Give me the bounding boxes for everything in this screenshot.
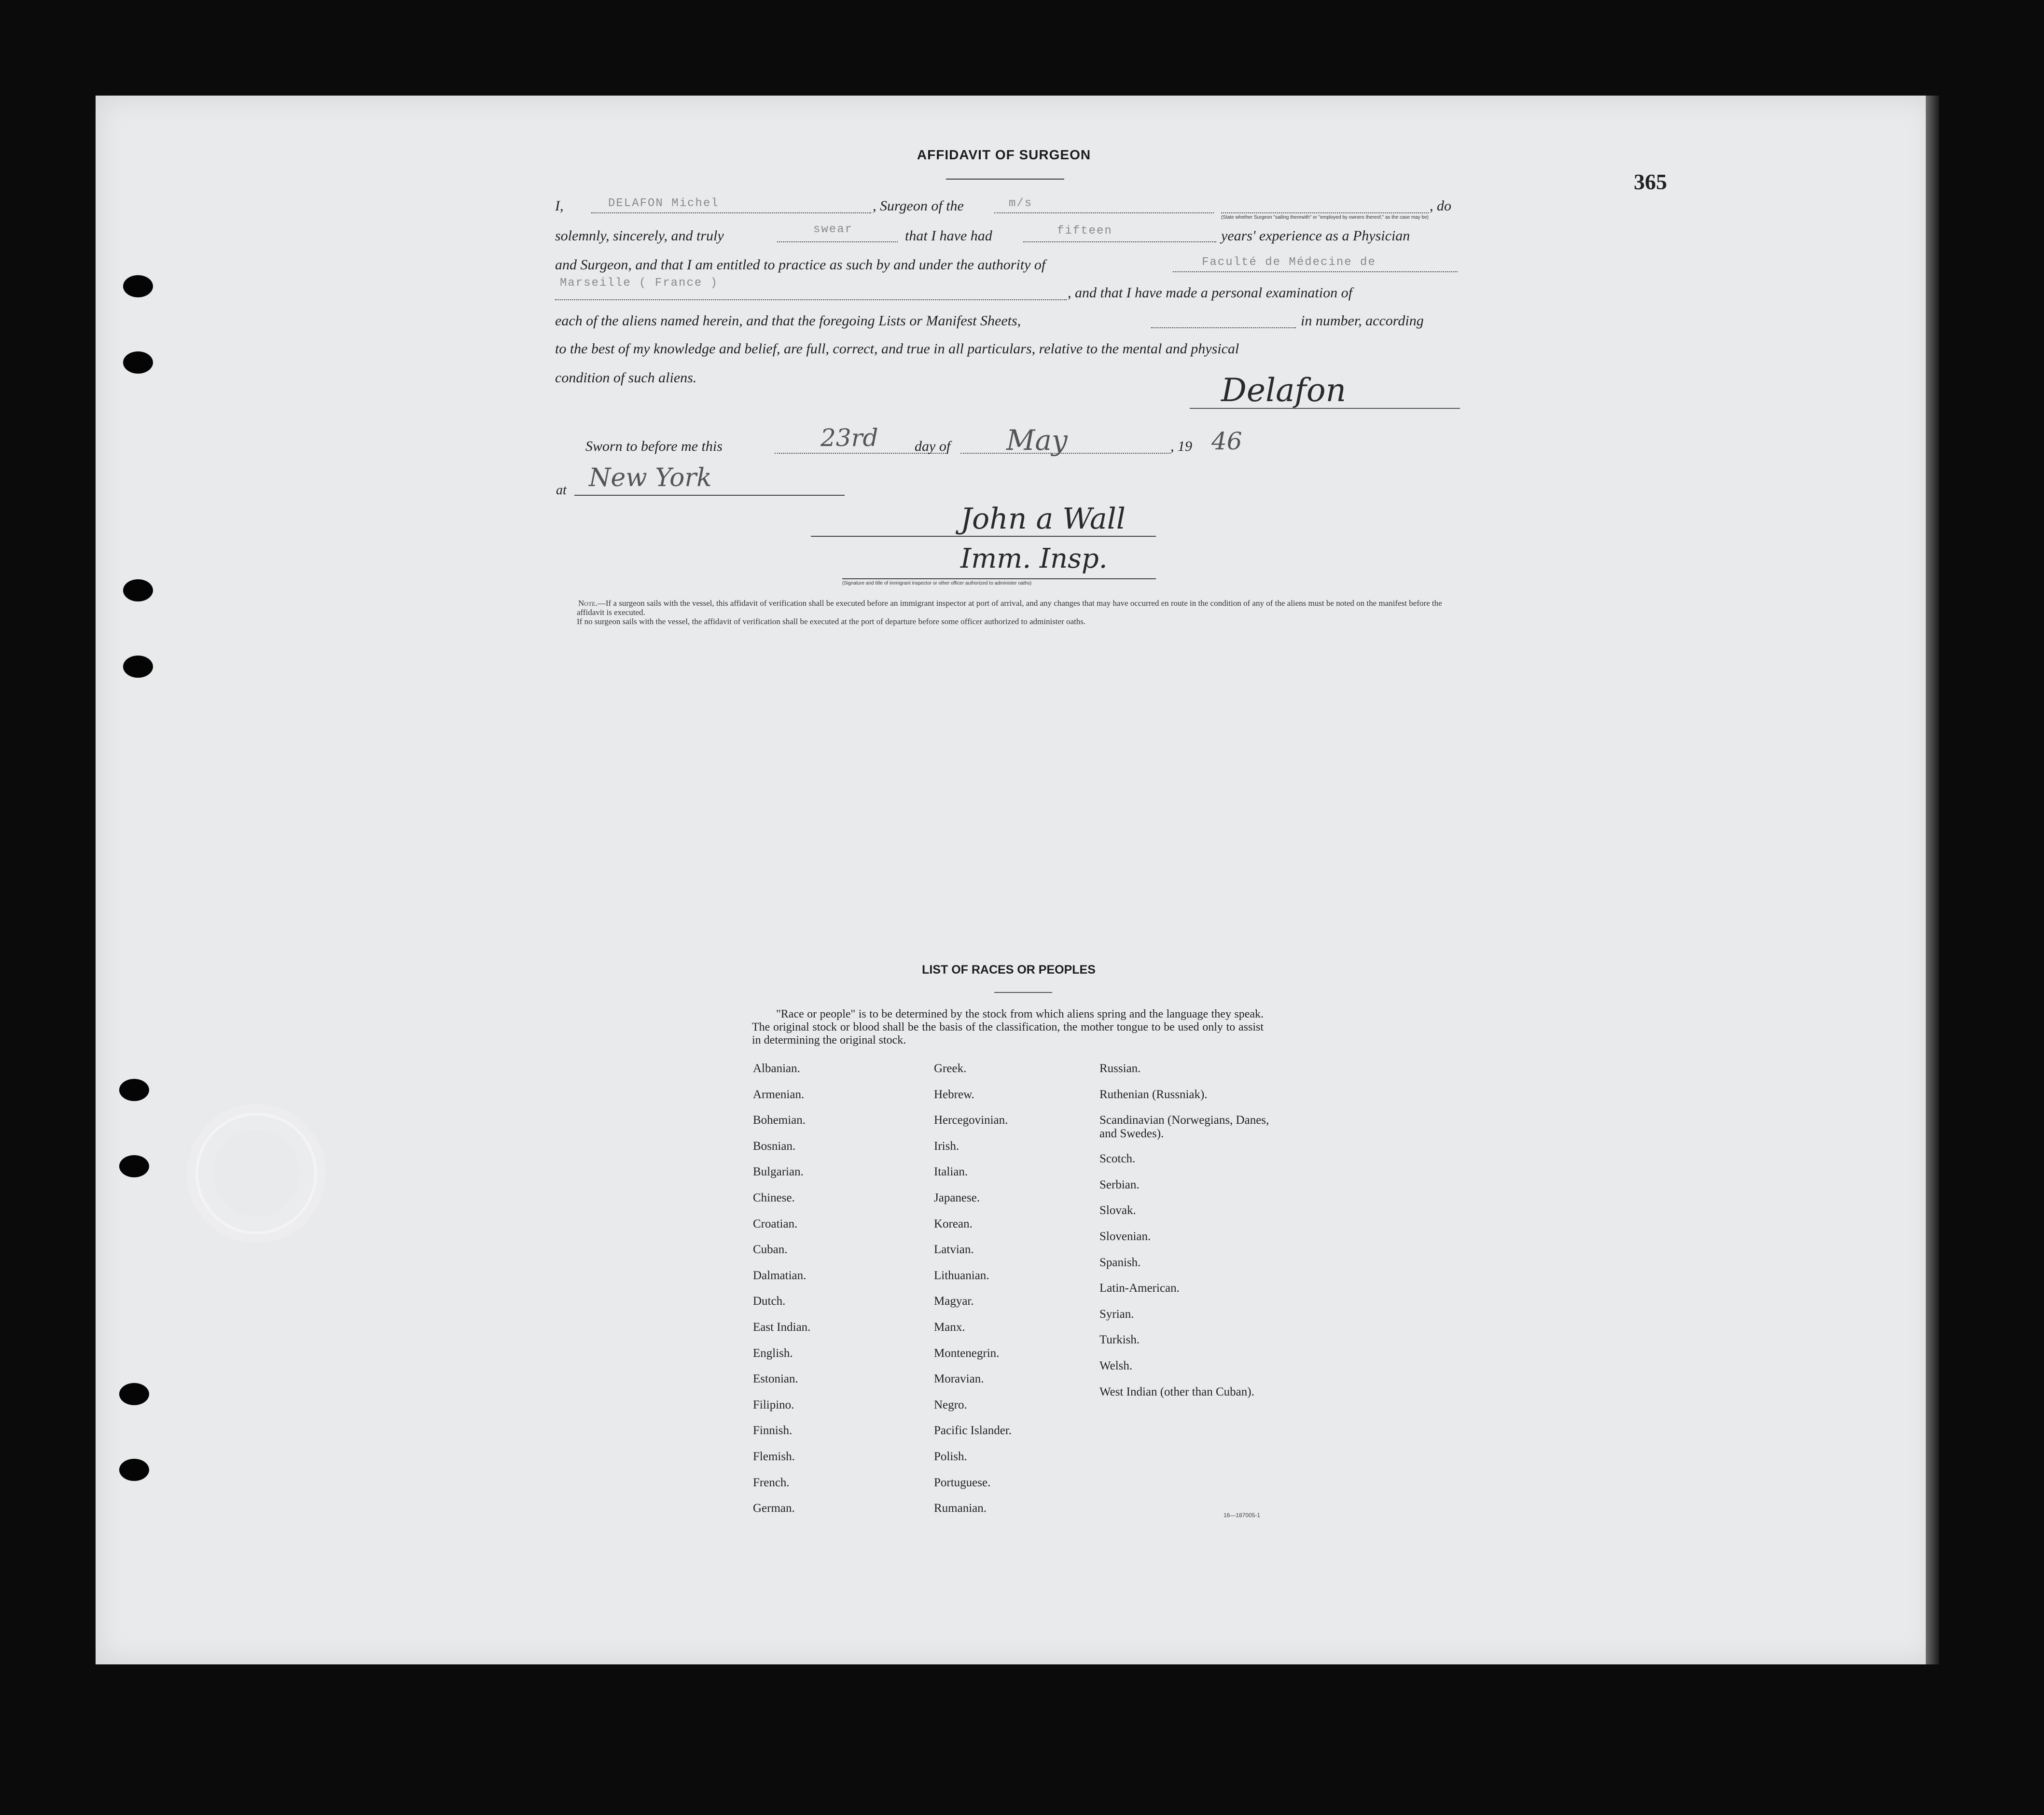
race-item: Portuguese. (934, 1476, 991, 1489)
race-item: Turkish. (1099, 1333, 1140, 1347)
page-number: 365 (1634, 169, 1667, 194)
binder-hole (123, 351, 153, 374)
surgeon-signature: Delafon (1221, 372, 1347, 409)
officer-signature-line (811, 536, 1156, 537)
race-item: Syrian. (1099, 1307, 1134, 1321)
race-item: Hercegovinian. (934, 1114, 1008, 1127)
race-item: Latvian. (934, 1243, 974, 1257)
surgeon-name-blank (591, 212, 871, 213)
line-2-pre: solemnly, sincerely, and truly (555, 228, 724, 244)
race-item: Lithuanian. (934, 1269, 989, 1282)
officer-caption: (Signature and title of immigrant inspector or other officer authorized to administer oaths) (842, 581, 1032, 586)
race-item: Ruthenian (Russniak). (1099, 1088, 1208, 1101)
race-item: Spanish. (1099, 1256, 1141, 1269)
line-5-post: in number, according (1301, 313, 1424, 329)
race-item: Croatian. (753, 1217, 798, 1230)
authority-typed-2: Marseille ( France ) (560, 277, 719, 290)
vessel-typed: m/s (1009, 197, 1033, 210)
race-item: Montenegrin. (934, 1346, 1000, 1360)
line-3: and Surgeon, and that I am entitled to practice as such by and under the authority of (555, 257, 1046, 273)
years-blank (1023, 241, 1216, 242)
note-text-2: If no surgeon sails with the vessel, the affidavit of verification shall be executed at the port of departure before some officer authorized to administer oaths. (577, 617, 1086, 626)
race-item: Finnish. (753, 1424, 793, 1438)
sworn-year-prefix: , 19 (1170, 438, 1192, 454)
authority-blank-2 (555, 299, 1067, 300)
race-item: Bosnian. (753, 1139, 796, 1153)
race-item: Estonian. (753, 1372, 798, 1386)
race-item: Hebrew. (934, 1088, 974, 1101)
race-item: Polish. (934, 1450, 967, 1463)
page-edge-shadow (1926, 96, 1939, 1664)
note-label: Note. (578, 599, 598, 608)
sworn-day: 23rd (820, 424, 878, 452)
affidavit-line-1 (555, 198, 564, 214)
race-item: Latin-American. (1099, 1282, 1180, 1295)
race-item: Pacific Islander. (934, 1424, 1012, 1438)
officer-signature: John a Wall (960, 502, 1126, 536)
race-item: Dalmatian. (753, 1269, 806, 1282)
races-intro: "Race or people" is to be determined by the stock from which aliens spring and the language they speak. The original stock or blood shall be the basis of the classification, the mother tongue to be used only to assist in determining the original stock. (752, 1008, 1264, 1047)
title-rule (946, 179, 1064, 180)
races-list-title: LIST OF RACES OR PEOPLES (922, 963, 1096, 977)
binder-hole (119, 1079, 149, 1101)
sworn-month: May (1006, 424, 1068, 457)
line-1-pre: I, (555, 198, 564, 214)
affidavit-note (577, 599, 1460, 626)
line-2-post: years' experience as a Physician (1221, 228, 1410, 244)
race-item: Bulgarian. (753, 1165, 804, 1179)
race-item: Cuban. (753, 1243, 788, 1257)
race-item: Korean. (934, 1217, 973, 1230)
sailing-blank (1221, 212, 1429, 213)
race-item: Bohemian. (753, 1114, 806, 1127)
race-item: Japanese. (934, 1191, 980, 1204)
binder-hole (123, 656, 153, 678)
race-item: Irish. (934, 1139, 959, 1153)
race-item: Scandinavian (Norwegians, Danes, and Swedes). (1099, 1114, 1269, 1141)
binder-hole (119, 1155, 149, 1177)
line-5-pre: each of the aliens named herein, and that the foregoing Lists or Manifest Sheets, (555, 313, 1021, 329)
race-item: Slovak. (1099, 1204, 1136, 1217)
officer-title: Imm. Insp. (960, 543, 1108, 574)
races-title-rule (994, 992, 1052, 993)
authority-typed-1: Faculté de Médecine de (1202, 256, 1376, 269)
sworn-at-label: at (556, 483, 567, 498)
sheets-blank (1151, 327, 1296, 328)
place-blank (574, 495, 845, 496)
race-item: Dutch. (753, 1295, 786, 1308)
race-item: Albanian. (753, 1062, 800, 1075)
oath-blank (777, 241, 898, 242)
race-item: Filipino. (753, 1398, 794, 1411)
race-item: Flemish. (753, 1450, 795, 1463)
binder-hole (119, 1383, 149, 1405)
races-column-2 (934, 1062, 1012, 1528)
race-item: Armenian. (753, 1088, 805, 1101)
line-6: to the best of my knowledge and belief, are full, correct, and true in all particulars, relative to the mental and physical (555, 341, 1239, 357)
race-item: Slovenian. (1099, 1229, 1151, 1243)
surgeon-of-label: , Surgeon of the (873, 198, 964, 214)
sailing-note: (State whether Surgeon "sailing therewith" or "employed by owners thereof," as the case may be) (1221, 215, 1429, 220)
note-text-1: —If a surgeon sails with the vessel, this affidavit of verification shall be executed before an immigrant inspector at port of arrival, and any changes that may have occurred en route in the condition of any of the aliens must be noted on the manifest before the affidavit is executed. (577, 599, 1442, 617)
race-item: East Indian. (753, 1320, 811, 1334)
years-typed: fifteen (1057, 224, 1112, 237)
race-item: West Indian (other than Cuban). (1099, 1385, 1254, 1398)
race-item: Moravian. (934, 1372, 984, 1386)
line-2-mid: that I have had (905, 228, 992, 244)
oath-typed: swear (813, 223, 853, 236)
faded-seal-stamp (195, 1113, 317, 1234)
sworn-day-of: day of (915, 438, 951, 454)
races-column-3 (1099, 1062, 1273, 1424)
race-item: German. (753, 1502, 795, 1515)
race-item: Russian. (1099, 1062, 1141, 1075)
race-item: Welsh. (1099, 1359, 1133, 1372)
officer-title-line (842, 578, 1156, 579)
form-code: 16—187005-1 (1224, 1512, 1261, 1519)
sworn-label: Sworn to before me this (585, 438, 723, 454)
sworn-year-suffix: 46 (1211, 427, 1242, 455)
race-item: Serbian. (1099, 1178, 1140, 1191)
race-item: French. (753, 1476, 790, 1489)
race-item: Negro. (934, 1398, 967, 1411)
binder-hole (119, 1459, 149, 1481)
race-item: Magyar. (934, 1295, 974, 1308)
authority-blank-1 (1173, 271, 1458, 272)
do-label: , do (1430, 198, 1451, 214)
affidavit-title: AFFIDAVIT OF SURGEON (917, 147, 1091, 162)
races-column-1 (753, 1062, 810, 1528)
race-item: Italian. (934, 1165, 968, 1179)
vessel-blank (994, 212, 1214, 213)
document-page (96, 96, 1934, 1664)
line-7: condition of such aliens. (555, 370, 697, 386)
race-item: Rumanian. (934, 1502, 987, 1515)
race-item: English. (753, 1346, 793, 1360)
race-item: Chinese. (753, 1191, 795, 1204)
race-item: Manx. (934, 1320, 965, 1334)
race-item: Scotch. (1099, 1152, 1136, 1166)
line-4: , and that I have made a personal examination of (1068, 285, 1352, 301)
surgeon-name-typed: DELAFON Michel (608, 197, 719, 210)
sworn-place: New York (589, 463, 712, 492)
race-item: Greek. (934, 1062, 967, 1075)
binder-hole (123, 275, 153, 297)
binder-hole (123, 579, 153, 601)
